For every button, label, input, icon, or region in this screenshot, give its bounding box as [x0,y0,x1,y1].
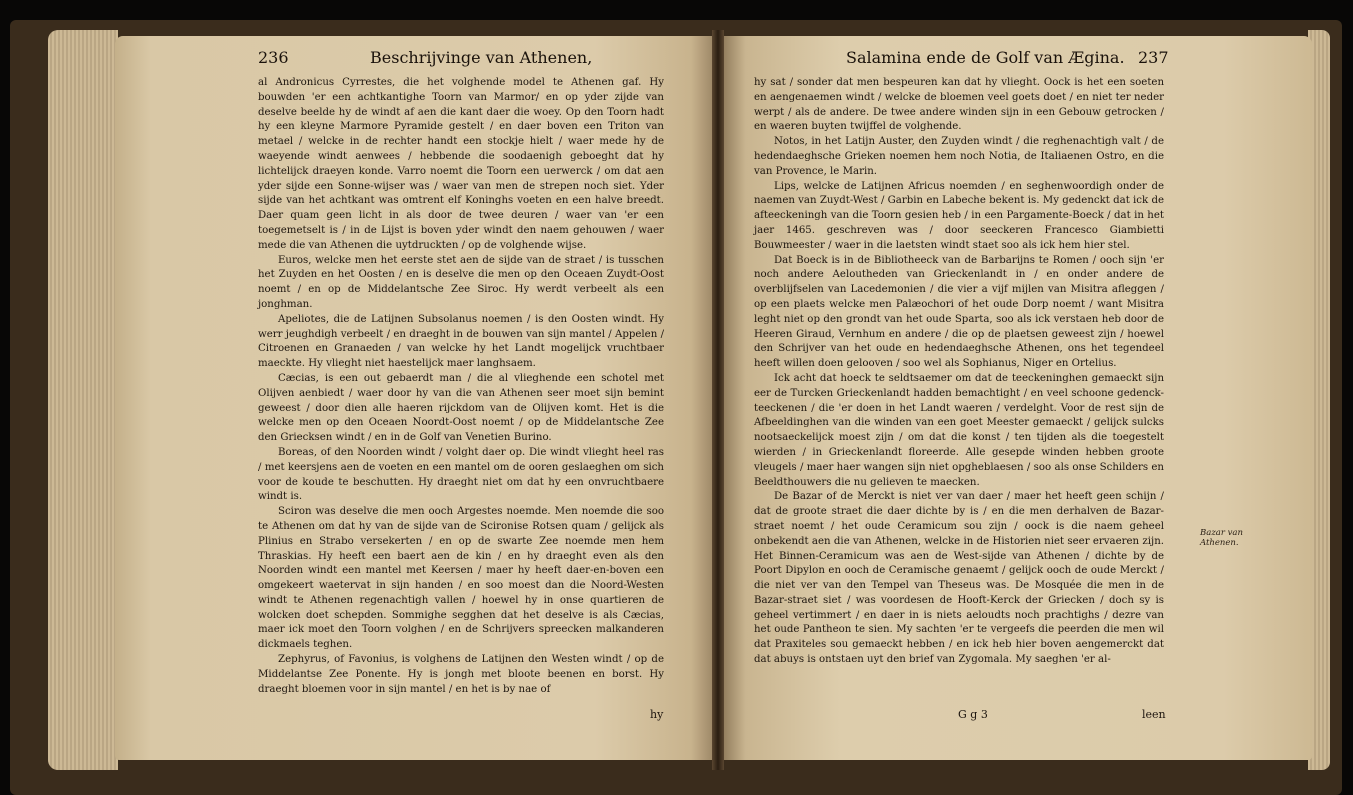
left-page-edges [48,30,118,770]
left-catchword: hy [650,708,664,721]
left-page-number: 236 [258,48,289,67]
paragraph: Notos, in het Latijn Auster, den Zuyden windt / die reghenachtigh valt / de hedendaeghsche Grieken noemen hem noch Notia, de Italiaenen Ostro, en die van Provence, le Marin. [754,136,1164,177]
paragraph: Boreas, of den Noorden windt / volght daer op. Die windt vlieght heel ras / met keersjens aen de voeten en een mantel om de ooren geslaeghen om sich voor de koude te beschutten. Hy draeght niet om dat hy een onvruchtbaere windt is. [258,446,664,503]
paragraph: Ick acht dat hoeck te seldtsaemer om dat de teeckeninghen gemaeckt sijn eer de Turcken Grieckenlandt hadden bemachtight / en veel schoone gedenck-teeckenen / die 'er doen in het Landt waeren / verdelght. Voor de rest sijn de Afbeeldinghen van die winden van een goet Meester gemaeckt / gelijck sulcks nootsaeckelijck moest zijn / om dat die konst / ten tijden als die toegestelt wierden / in Grieckenlandt floreerde. Alle gesepde winden hebben groote vleugels / maer haer wangen sijn niet opgheblaesen / soo als onse Schilders en Beeldthouwers die nu gelieven te maecken. [754,372,1164,488]
right-page-body [754,76,1164,668]
paragraph: Apeliotes, die de Latijnen Subsolanus noemen / is den Oosten windt. Hy werr jeughdigh verbeelt / en draeght in de bouwen van sijn mantel / Appelen / Citroenen en Granaeden / van welcke hy het Landt mogelijck vruchtbaer maeckte. Hy vlieght niet haestelijck maer langhsaem. [258,313,664,370]
paragraph: Lips, welcke de Latijnen Africus noemden / en seghenwoordigh onder de naemen van Zuydt-West / Garbin en Labeche bekent is. My gedenckt dat ick de afteeckeningh van die Toorn gesien heb / in een Pargamente-Boeck / dat in het jaer 1465. geschreven was / door seeckeren Francesco Giambietti Bouwmeester / waer in die laetsten windt staet soo als ick hem hier stel. [754,180,1164,251]
right-page-number: 237 [1138,48,1169,67]
book-gutter [712,30,724,770]
paragraph: Dat Boeck is in de Bibliotheeck van de Barbarijns te Romen / ooch sijn 'er noch andere Aeloutheden van Grieckenlandt in / en onder andere de overblijfselen van Lacedemonien / die vier a vijf mijlen van Misitra afleggen / op een plaets welcke men Palæochori of het oude Dorp noemt / want Misitra leght niet op den grondt van het oude Sparta, soo als ick verstaen heb door de Heeren Giraud, Vernhum en andere / die op de plaetsen geweest zijn / hoewel den Schrijver van het oude en hedendaeghsche Athenen, ons het tegendeel heeft willen doen gelooven / soo wel als Sophianus, Niger en Ortelius. [754,254,1164,370]
paragraph: Cæcias, is een out gebaerdt man / die al vlieghende een schotel met Olijven aenbiedt / waer door hy van die van Athenen seer moet sijn bemint geweest / door dien alle haeren rijckdom van de Olijven komt. Het is die welcke men op den Oceaen Noordt-Oost noemt / op de Middelantsche Zee den Griecksen windt / en in de Golf van Venetien Burino. [258,372,664,444]
paragraph: al Andronicus Cyrrestes, die het volghende model te Athenen gaf. Hy bouwden 'er een achtkantighe Toorn van Marmor/ en op yder zijde van deselve beelde hy de windt af aen die kant daer die woey. Op den Toorn hadt hy een kleyne Marmore Pyramide gestelt / en daer boven een Triton van metael / welcke in de rechter handt een stockje hielt / waer mede hy de waeyende windt aenwees / hebbende die soodaenigh geboeght dat hy lichtelijck draeyen konde. Varro noemt die Toorn een uerwerck / om dat aen yder sijde een Sonne-wijser was / waer van men de strepen noch siet. Yder sijde van het achtkant was omtrent elf Koninghs voeten en een halve breedt. Daer quam geen licht in als door de twee deuren / waer van 'er een toegemetselt is / in de Lijst is boven yder windt den naem gehouwen / waer mede die van Athenen die uytdruckten / op de volghende wijse. [258,77,664,251]
signature-mark: G g 3 [958,708,988,721]
paragraph: De Bazar of de Merckt is niet ver van daer / maer het heeft geen schijn / dat de groote straet die daer dichte by is / en die men derhalven de Bazar-straet noemt / het oude Ceramicum sou zijn / oock is die naem geheel onbekendt aen die van Athenen, welcke in de Historien niet seer ervaeren zijn. Het Binnen-Ceramicum was aen de West-sijde van Athenen / dichte by de Poort Dipylon en ooch de Ceramische genaemt / gelijck ooch de oude Merckt / die niet ver van den Tempel van Theseus was. De Mosquée die men in de Bazar-straet siet / was voordesen de Hooft-Kerck der Griecken / doch sy is geheel vertimmert / en daer in is niets aeloudts noch prachtighs / dezre van het oude Pantheon te sien. My sachten 'er te vergeefs die peerden die men wil dat Praxiteles sou gemaeckt hebben / en ick heb hier boven aengemerckt dat dat abuys is ontstaen uyt den brief van Zygomala. My saeghen 'er al- [754,491,1164,666]
margin-note: Bazar van Athenen. [1200,528,1243,548]
paragraph: Sciron was deselve die men ooch Argestes noemde. Men noemde die soo te Athenen om dat hy van de sijde van de Scironise Rotsen quam / gelijck als Plinius en Strabo versekerten / en op de swarte Zee noemde men hem Thraskias. Hy heeft een baert aen de kin / en hy draeght even als den Noorden windt een mantel met Keersen / maer hy heeft daer-en-boven een omgekeert waetervat in sijn handen / en soo moest dan die Noord-Westen windt te Athenen regenachtigh vallen / hoewel hy in onse quartieren de wolcken doet schepden. Sommighe segghen dat het deselve is als Cæcias, maer ick moet den Toorn volghen / en de Schrijvers spreecken malkanderen dickmaels teghen. [258,506,664,651]
paragraph: Zephyrus, of Favonius, is volghens de Latijnen den Westen windt / op de Middelantse Zee Ponente. Hy is jongh met bloote beenen en borst. Hy draeght bloemen voor in sijn mantel / en het is by nae of [258,654,664,695]
paragraph: Euros, welcke men het eerste stet aen de sijde van de straet / is tusschen het Zuyden en het Oosten / en is deselve die men op den Oceaen Zuydt-Oost noemt / en op de Middelantsche Zee Siroc. Hy werdt verbeelt als een jonghman. [258,254,664,310]
paragraph: hy sat / sonder dat men bespeuren kan dat hy vlieght. Oock is het een soeten en aengenaemen windt / welcke de bloemen veel goets doet / en niet ter neder werpt / als de andere. De twee andere winden sijn in een Gebouw getrocken / en waeren buyten twijffel de volghende. [754,77,1164,133]
right-running-head: Salamina ende de Golf van Ægina. [846,48,1125,67]
left-running-head: Beschrijvinge van Athenen, [370,48,593,67]
right-catchword: leen [1142,708,1166,721]
left-page-body [258,76,664,697]
